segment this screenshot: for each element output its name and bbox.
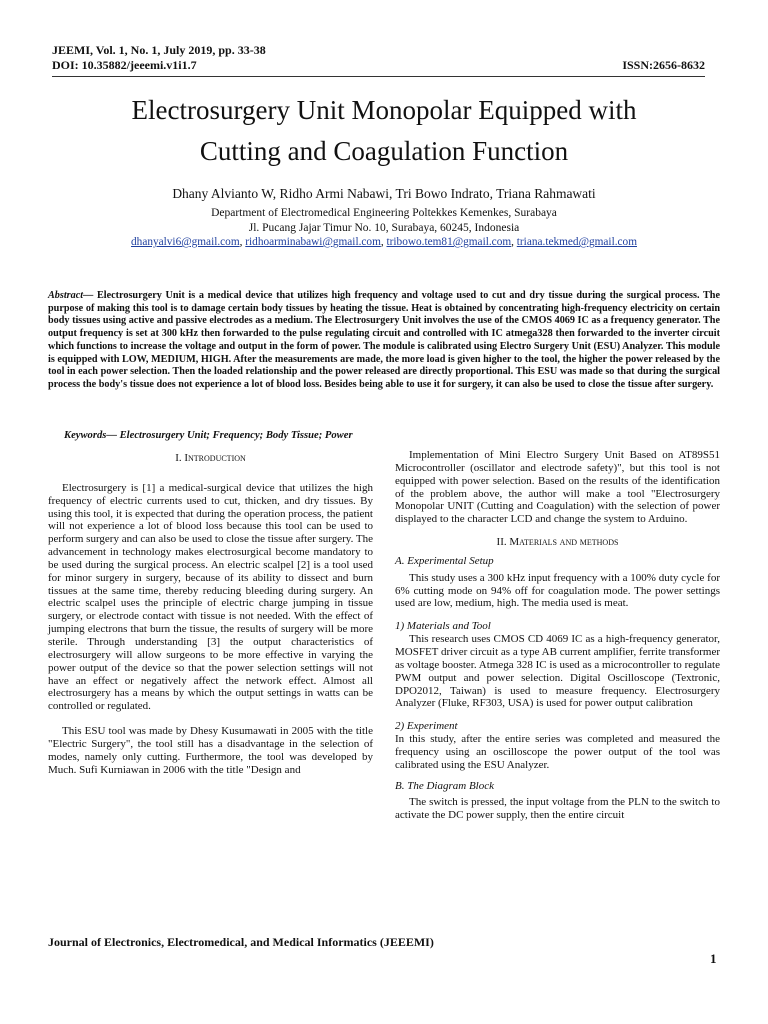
abstract-text: Electrosurgery Unit is a medical device that utilizes high frequency and voltage used to cut and dry tissue during the surgical process. The purpose of making this tool is to damage certain body tissues by heating the tissue. Heat is obtained by concentrating high-frequency electricity on certain body tissues using active and passive electrodes as a medium. The Electrosurgery Unit involves the use of the CMOS 4069 IC as a frequency generator. The output frequency is set at 300 kHz then forwarded to the pulse regulating circuit and controlled with IC atmega328 then forwarded to the inverter circuit which functions to increase the voltage and output in the form of power. The module is calibrated using Electro Surgery Unit (ESU) Analyzer. This module is equipped with LOW, MEDIUM, HIGH. After the measurements are made, the more load is given higher to the tool, the higher the power released by the tool in each power selection. Then the loaded relationship and the power released are directly proportional. This ESU was made so that during the surgical process the body's tissue does not experience a lot of blood loss. Besides being able to use it for surgery, it can also be used to close the tissue after surgery.: [48, 290, 720, 390]
intro-paragraph-continued: Implementation of Mini Electro Surgery Unit Based on AT89S51 Microcontroller (oscillator and electrode safety)", but this tool is not equipped with power selection. Based on the results of the identification of the problem above, the author will make a tool "Electrosurgery Monopolar UNIT (Cutting and Coagulation) with the selection of power displayed to the character LCD and change the system to Arduino.: [395, 449, 720, 526]
journal-citation: JEEMI, Vol. 1, No. 1, July 2019, pp. 33-38: [52, 43, 266, 57]
subsection-heading-experimental-setup: A. Experimental Setup: [395, 554, 494, 567]
section-heading-introduction: I. Introduction: [175, 452, 246, 464]
author-email-link[interactable]: triana.tekmed@gmail.com: [516, 236, 637, 248]
abstract-lead: Abstract—: [48, 290, 94, 301]
author-email-link[interactable]: ridhoarminabawi@gmail.com: [245, 236, 381, 248]
author-email-link[interactable]: dhanyalvi6@gmail.com: [131, 236, 240, 248]
doi-link[interactable]: DOI: 10.35882/jeeemi.v1i1.7: [52, 58, 197, 72]
intro-paragraph-1: Electrosurgery is [1] a medical-surgical device that utilizes the high frequency of electric currents used to cut, thicken, and dry tissues. By using this tool, it is expected that during the operation process, the patient will not experience a lot of blood loss because this tool can be used to perform surgery and can also be used to close the tissue after surgery. The advancement in technology makes electrosurgical become mandatory to be used during the surgical process. An electric scalpel [2] is a tool used for minor surgery in surgery, because of its ability to dissect and burn tissues at the same time, thereby reducing bleeding during surgery. An electric scalpel uses the principle of electric charge jumping in tissue surgery, or electrode contact with tissue is not needed. With the effect of jumping electrons that burn the tissue, the results of surgery will be more sterile. Through understanding [3] the output characteristics of electrosurgery will allow surgeons to be more effective in varying the power output of the device so that the power selection settings will not have an effect or negatively affect the network effect. Almost all electrosurgery has a means by which the output settings in watts can be controlled or regulated.: [48, 481, 373, 713]
subsection-heading-experiment: 2) Experiment: [395, 720, 458, 733]
subsection-heading-diagram-block: B. The Diagram Block: [395, 779, 494, 792]
email-separator: ,: [239, 236, 246, 248]
experimental-setup-text: This study uses a 300 kHz input frequency with a 100% duty cycle for 6% cutting mode on 94% off for coagulation mode. The power settings used are low, medium, high. The media used is meat.: [395, 571, 720, 610]
section-heading-materials: II. Materials and methods: [496, 536, 619, 549]
issn: ISSN:2656-8632: [622, 58, 705, 72]
materials-tool-text: This research uses CMOS CD 4069 IC as a high-frequency generator, MOSFET driver circuit as a type AB current amplifier, ferrite transformer as voltage booster. Atmega 328 IC is used as a microcontroller to regulate PWM output and power selection. Digital Oscilloscope (Textronic, DPO2012, Taiwan) is used to measure frequency. Electrosurgery Analyzer (Fluke, RF303, USA) is used for power output calibration: [395, 633, 720, 710]
experiment-text: In this study, after the entire series was completed and measured the frequency using an oscilloscope the power output of the tool was calibrated using the ESU Analyzer.: [395, 733, 720, 771]
header-rule: [52, 76, 705, 77]
email-separator: ,: [511, 236, 517, 248]
affiliation-department: Department of Electromedical Engineering Poltekkes Kemenkes, Surabaya: [211, 207, 557, 219]
footer-journal-name: Journal of Electronics, Electromedical, and Medical Informatics (JEEEMI): [48, 935, 434, 949]
author-email-link[interactable]: tribowo.tem81@gmail.com: [386, 236, 512, 248]
intro-paragraph-2: This ESU tool was made by Dhesy Kusumawati in 2005 with the title "Electric Surgery", the tool still has a disadvantage in the selection of modes, namely only cutting. Furthermore, the tool was developed by Much. Sufi Kurniawan in 2006 with the title "Design and: [48, 725, 373, 776]
left-column: [48, 452, 373, 776]
running-header: [52, 43, 705, 73]
email-separator: ,: [380, 236, 387, 248]
affiliation-address: Jl. Pucang Jajar Timur No. 10, Surabaya, 60245, Indonesia: [248, 222, 520, 234]
abstract: [48, 290, 720, 392]
diagram-block-text: The switch is pressed, the input voltage from the PLN to the switch to activate the DC power supply, then the entire circuit: [395, 796, 720, 822]
page-number: 1: [710, 951, 717, 966]
right-column: [395, 449, 720, 822]
subsection-heading-materials-tool: 1) Materials and Tool: [395, 620, 491, 633]
author-emails: [60, 235, 708, 249]
keywords: Keywords— Electrosurgery Unit; Frequency; Body Tissue; Power: [64, 430, 353, 441]
author-list: Dhany Alvianto W, Ridho Armi Nabawi, Tri Bowo Indrato, Triana Rahmawati: [172, 186, 596, 201]
paper-title: Electrosurgery Unit Monopolar Equipped with Cutting and Coagulation Function: [131, 95, 637, 166]
